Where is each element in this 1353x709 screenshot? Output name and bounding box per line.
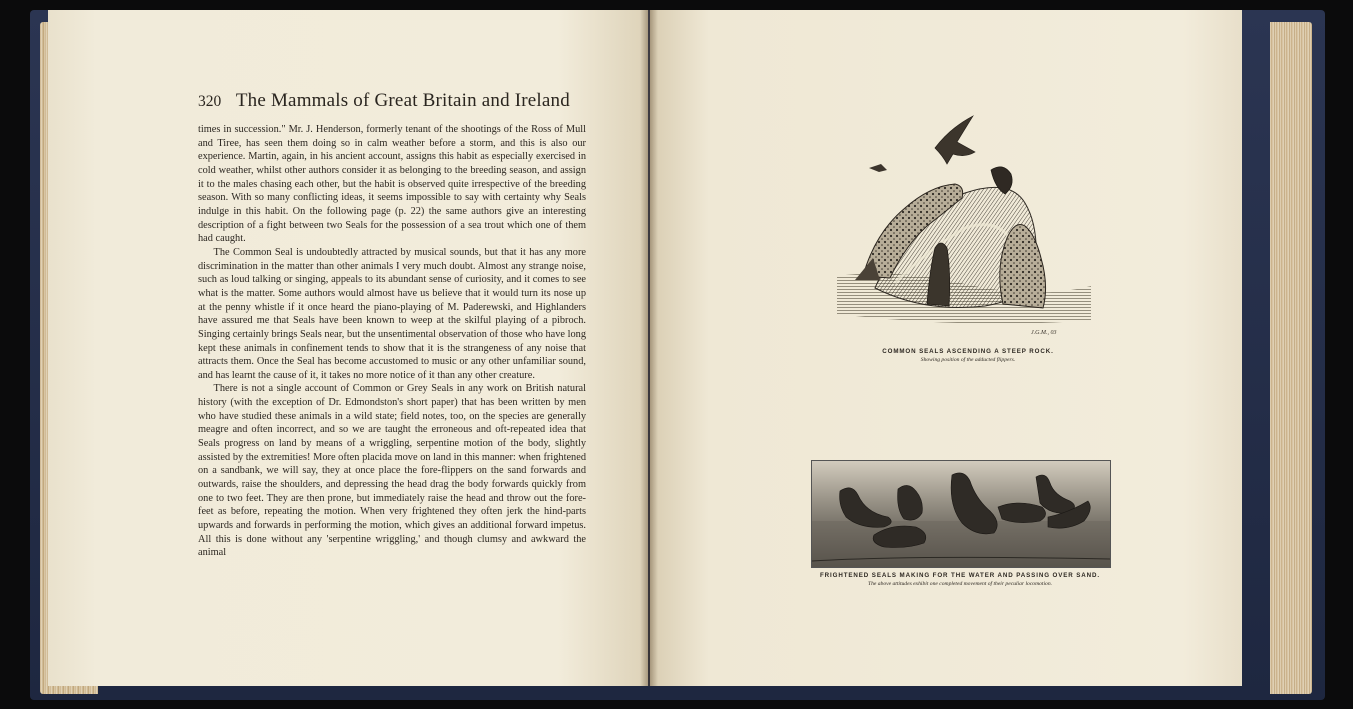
paragraph: times in succession." Mr. J. Henderson, formerly tenant of the shootings of the Ross of Mull and Tiree, has seen them doing so in calm weather before a storm, and this is also our experience. Martin, again, in his ancient account, assigns this habit as especially exercised in cold weather, whilst other authors consider it as belonging to the breeding season, and assign it to the males chasing each other, but the habit is observed quite irrespective of the breeding season. With so many conflicting ideas, it seems impossible to say with certainty why Seals indulge in this habit. On the following page (p. 22) the same authors give an interesting description of a fight between two Seals for the possession of a sea trout which one of them had caught. [198, 124, 586, 245]
body-text [198, 123, 586, 560]
plate-1-caption-subtitle: Showing position of the adducted flippers. [920, 357, 1016, 363]
plate-2-caption [798, 572, 1122, 587]
plate-2-caption-subtitle: The above attitudes exhibit one completed movement of their peculiar locomotion. [867, 581, 1053, 587]
right-page-edges [1270, 22, 1312, 694]
plate-2-caption-title: FRIGHTENED SEALS MAKING FOR THE WATER AND PASSING OVER SAND. [819, 572, 1101, 579]
plate-1-caption-title: COMMON SEALS ASCENDING A STEEP ROCK. [882, 348, 1054, 355]
running-head [198, 90, 618, 112]
artist-mark: J.G.M., 03 [1031, 330, 1057, 336]
photo-seals-on-sand [811, 460, 1111, 568]
paragraph: The Common Seal is undoubtedly attracted by musical sounds, but that it has any more discrimination in the matter than other animals I very much doubt. Almost any strange noise, such as loud talking or singing, appeals to its abundant sense of curiosity, and it comes to see what is the matter. Some authors would almost have us believe that it would turn its nose up at the penny whistle if it once heard the piano-playing of M. Paderewski, and Highlanders have assured me that Seals have been known to weep at the skilful playing of a pibroch. Singing certainly brings Seals near, but the unsentimental observation of those who have long kept these animals in confinement tends to show that it is the strangeness of any noise that attracts them. Once the Seal has become accustomed to music or any other unfamiliar sound, and has learnt the cause of it, it takes no more notice of it than any other creature. [198, 246, 586, 381]
paragraph: There is not a single account of Common or Grey Seals in any work on British natural history (with the exception of Dr. Edmondston's short paper) that has been written by men who have studied these animals in a wild state; field notes, too, on the species are generally meagre and often incorrect, and so we are taught the erroneous and oft-repeated idea that Seals progress on land by means of a wriggling, serpentine motion of the body, slightly assisted by the extremities! More often placida move on land in this manner: when frightened on a sandbank, we will say, they at once place the fore-flippers on the sand forwards and outwards, raise the shoulders, and depressing the head drag the body forwards quickly from one to two feet. They are then prone, but immediately raise the head and throw out the fore-feet as before, repeating the motion. When very frightened they often jerk the hind-parts upwards and forwards in performing the motion, which gives an additional forward impetus. All this is done without any 'serpentine wriggling,' and though clumsy and awkward the animal [198, 383, 586, 559]
page-number: 320 [198, 93, 222, 110]
plate-1-caption [820, 348, 1116, 363]
book-gutter [640, 10, 658, 686]
running-title: The Mammals of Great Britain and Ireland [235, 90, 570, 111]
illustration-seals-on-rock [835, 108, 1093, 342]
